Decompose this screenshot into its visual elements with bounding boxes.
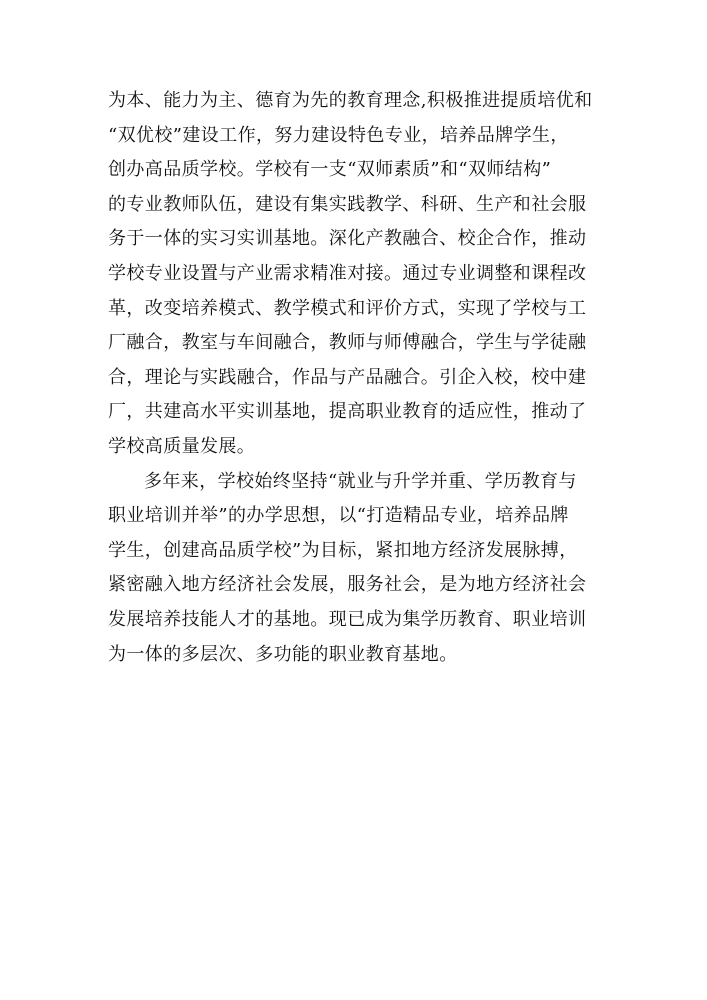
text-line: 合，理论与实践融合，作品与产品融合。引企入校，校中建 [108, 366, 587, 388]
paragraph-1 [108, 84, 600, 465]
text-line: 厂融合，教室与车间融合，教师与师傅融合，学生与学徒融 [108, 332, 587, 354]
text-line: 学生，创建高品质学校”为目标，紧扣地方经济发展脉搏， [108, 539, 578, 561]
text-line: 学校高质量发展。 [108, 435, 256, 457]
text-line: “双优校”建设工作，努力建设特色专业，培养品牌学生， [108, 124, 569, 146]
text-line: 为本、能力为主、德育为先的教育理念,积极推进提质培优和 [108, 90, 593, 111]
text-line: 多年来，学校始终坚持“就业与升学并重、学历教育与 [144, 470, 577, 492]
text-line: 厂，共建高水平实训基地，提高职业教育的适应性，推动了 [108, 401, 587, 423]
text-line: 紧密融入地方经济社会发展，服务社会，是为地方经济社会 [108, 574, 587, 596]
text-line: 学校专业设置与产业需求精准对接。通过专业调整和课程改 [108, 262, 587, 284]
paragraph-2 [108, 465, 600, 673]
text-line: 发展培养技能人才的基地。现已成为集学历教育、职业培训 [108, 608, 587, 630]
text-line: 职业培训并举”的办学思想，以“打造精品专业，培养品牌 [108, 505, 569, 527]
text-line: 为一体的多层次、多功能的职业教育基地。 [108, 643, 458, 665]
text-line: 务于一体的实习实训基地。深化产教融合、校企合作，推动 [108, 228, 587, 250]
text-line: 的专业教师队伍，建设有集实践教学、科研、生产和社会服 [108, 193, 587, 215]
text-line: 创办高品质学校。学校有一支“双师素质”和“双师结构” [108, 159, 552, 181]
text-line: 革，改变培养模式、教学模式和评价方式，实现了学校与工 [108, 297, 587, 319]
body-text [108, 84, 600, 672]
